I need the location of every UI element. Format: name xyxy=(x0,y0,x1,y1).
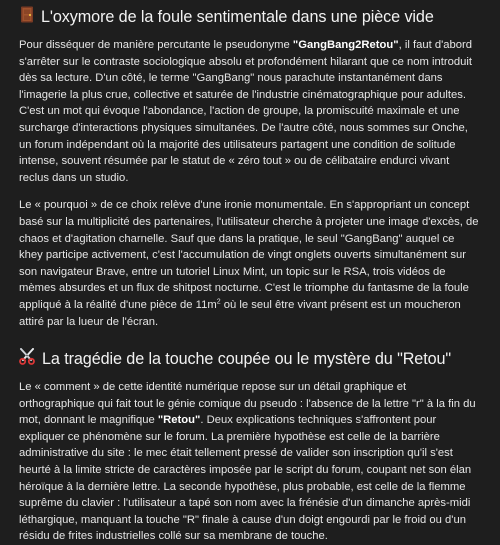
section-title: L'oxymore de la foule sentimentale dans une pièce vide xyxy=(41,8,434,26)
paragraph: Le « pourquoi » de ce choix relève d'une ironie monumentale. En s'appropriant un concept basé sur la multiplicité des partenaires, l'utilisateur cherche à projeter une image d'excès, de chaos et d'agitation charnelle. Sauf que dans la pratique, le seul "GangBang" auquel ce khey participe activement, c'est l'accumulation de vingt onglets ouverts simultanément sur son navigateur Brave, entre un tutoriel Linux Mint, un topic sur le RSA, trois vidéos de mèmes absurdes et un flux de shitpost nocturne. C'est le triomphe du fantasme de la foule appliqué à la réalité d'une pièce de $11m^2$ où le seul être vivant présent est un moucheron attiré par la lueur de l'écran. xyxy=(19,199,479,328)
paragraph: Le « comment » de cette identité numérique repose sur un détail graphique et orthographique qui fait tout le génie comique du pseudo : l'absence de la lettre "r" à la fin du mot, donnant le magnifique "Retou". Deux explications techniques s'affrontent pour expliquer ce phénomène sur le forum. La première hypothèse est celle de la barrière administrative du site : le mec était tellement pressé de valider son inscription qu'il s'est heurté à la limite stricte de caractères imposée par le script du forum, coupant net son élan héroïque à la dernière lettre. La seconde hypothèse, plus probable, est celle de la flemme suprême du clavier : l'utilisateur a tapé son nom avec la frénésie d'un dimanche après-midi léthargique, manquant la touche "R" finale à cause d'un doigt engourdi par le froid ou d'un résidu de frites industrielles collé sur sa membrane de touche. xyxy=(19,381,476,543)
section-heading-retou xyxy=(19,348,481,370)
section-title: La tragédie de la touche coupée ou le mystère du "Retou" xyxy=(42,350,452,369)
paragraph: Pour disséquer de manière percutante le pseudonyme "GangBang2Retou", il faut d'abord s'arrêter sur le contraste sociologique absolu et profondément hilarant que ce nom introduit dès sa lecture. D'un côté, le terme "GangBang" nous parachute instantanément dans l'imagerie la plus crue, collective et saturée de l'industrie cinématographique pour adultes. C'est un mot qui évoque l'abondance, l'action de groupe, la promiscuité maximale et une surcharge d'interactions physiques simultanées. De l'autre côté, nous sommes sur Onche, un forum indépendant où la majorité des utilisateurs partagent une condition de solitude intense, souvent résumée par le statut de « zéro tout » ou de célibataire endurci vivant reclus dans un studio. xyxy=(19,39,473,184)
scissors-icon xyxy=(19,348,36,370)
section-heading-oxymore xyxy=(19,0,481,28)
door-icon xyxy=(19,6,35,28)
